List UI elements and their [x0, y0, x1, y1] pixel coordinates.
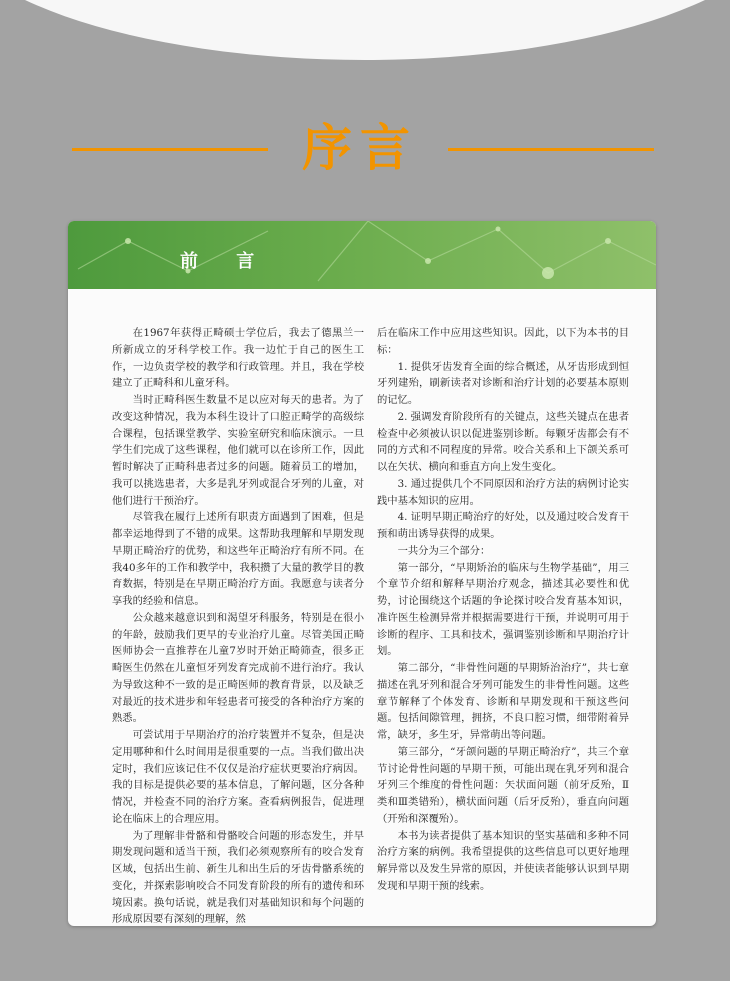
paragraph: 可尝试用于早期治疗的治疗装置并不复杂，但是决定用哪种和什么时间用是很重要的一点。当我们做出决定时，我们应该记住不仅仅是治疗症状更要治疗病因。我的目标是提供必要的基本信息，了解问题，区分各种情况，并检查不同的治疗方案。查看病例报告，促进理论在临床上的合理应用。: [112, 729, 364, 825]
section-banner: [68, 221, 656, 289]
goal-item: 1. 提供牙齿发育全面的综合概述，从牙齿形成到恒牙列建殆，刷新读者对诊断和治疗计划的必要基本原则的记忆。: [377, 360, 629, 406]
section-title: 前 言: [180, 251, 271, 272]
part-description: 第一部分，“早期矫治的临床与生物学基础”，用三个章节介绍和解释早期治疗观念，描述其必要性和优势，讨论围绕这个话题的争论探讨咬合发育基本知识，准许医生检测异常并根据需要进行干预，并说明可用于诊断的程序、工具和技术，强调鉴别诊断和早期治疗计划。: [377, 561, 629, 658]
part-description: 第二部分，“非骨性问题的早期矫治治疗”，共七章描述在乳牙列和混合牙列可能发生的非骨性问题。这些章节解释了个体发育、诊断和早期发现和干预这些问题。包括间隙管理，拥挤，不良口腔习惯，细带附着异常，缺牙，多生牙，异常萌出等问题。: [377, 662, 629, 741]
page-title: 序言: [302, 119, 418, 177]
paragraph: 当时正畸科医生数量不足以应对每天的患者。为了改变这种情况，我为本科生设计了口腔正畸学的高级综合课程，包括课堂教学、实验室研究和临床演示。一旦学生们完成了这些课程，他们就可以在诊所工作，因此暂时解决了正畸科患者过多的问题。随着员工的增加，我可以挑选患者，大多是乳牙列或混合牙列的儿童，对他们进行干预治疗。: [112, 394, 364, 507]
goal-item: 4. 证明早期正畸治疗的好处，以及通过咬合发育干预和萌出诱导获得的成果。: [377, 511, 629, 540]
left-column: [112, 325, 364, 926]
paragraph: 一共分为三个部分：: [397, 544, 491, 557]
book-page: [68, 221, 656, 926]
part-description: 第三部分，“牙颌问题的早期正畸治疗”，共三个章节讨论骨性问题的早期干预，可能出现在乳牙列和混合牙列三个维度的骨性问题：矢状面问题（前牙反殆，Ⅱ类和Ⅲ类错殆），横状面问题（后牙反殆），垂直向问题（开殆和深覆殆）。: [377, 745, 629, 825]
goal-item: 3. 通过提供几个不同原因和治疗方法的病例讨论实践中基本知识的应用。: [377, 477, 629, 507]
title-row: [0, 116, 730, 180]
title-rule-left: [72, 148, 268, 151]
paragraph: 本书为读者提供了基本知识的坚实基础和多种不同治疗方案的病例。我希望提供的这些信息可以更好地理解异常以及发生异常的原因，并使读者能够认识到早期发现和早期干预的线索。: [377, 829, 629, 892]
title-rule-right: [448, 148, 654, 151]
goal-item: 2. 强调发育阶段所有的关键点，这些关键点在患者检查中必须被认识以促进鉴别诊断。每颗牙齿都会有不同的方式和不同程度的异常。咬合关系和上下颌关系可以在矢状、横向和垂直方向上发生变化。: [377, 410, 629, 473]
paragraph: 在1967年获得正畸硕士学位后，我去了德黑兰一所新成立的牙科学校工作。我一边忙于自己的医生工作，一边负责学校的教学和行政管理。并且，我在学校建立了正畸科和儿童牙科。: [112, 327, 364, 390]
paragraph: 尽管我在履行上述所有职责方面遇到了困难，但是都幸运地得到了不错的成果。这帮助我理解和早期发现早期正畸治疗的优势，和这些年正畸治疗有所不同。在我40多年的工作和教学中，我积攒了大量的教学目的教育数据，特别是在早期正畸治疗方面。我愿意与读者分享我的经验和信息。: [112, 511, 364, 607]
network-pattern-icon: [68, 221, 656, 289]
paragraph: 公众越来越意识到和渴望牙科服务，特别是在很小的年龄，鼓励我们更早的专业治疗儿童。尽管美国正畸医师协会一直推荐在儿童7岁时开始正畸筛查，很多正畸医生仍然在儿童恒牙列发育完成前不进行治疗。我认为导致这种不一致的是正畸医师的教育背景，以及缺乏对最近的技术进步和年轻患者可接受的各种治疗方案的熟悉。: [112, 611, 364, 725]
top-arc-decoration: [0, 0, 730, 60]
paragraph: 为了理解非骨骼和骨骼咬合问题的形态发生，并早期发现问题和适当干预，我们必须观察所有的咬合发育区域，包括出生前、新生儿和出生后的牙齿骨骼系统的变化，并探索影响咬合不同发育阶段的所有的遗传和环境因素。换句话说，就是我们对基础知识和每个问题的形成原因要有深刻的理解，然: [112, 829, 364, 926]
right-column: [377, 325, 629, 895]
paragraph: 后在临床工作中应用这些知识。因此，以下为本书的目标：: [377, 327, 629, 356]
